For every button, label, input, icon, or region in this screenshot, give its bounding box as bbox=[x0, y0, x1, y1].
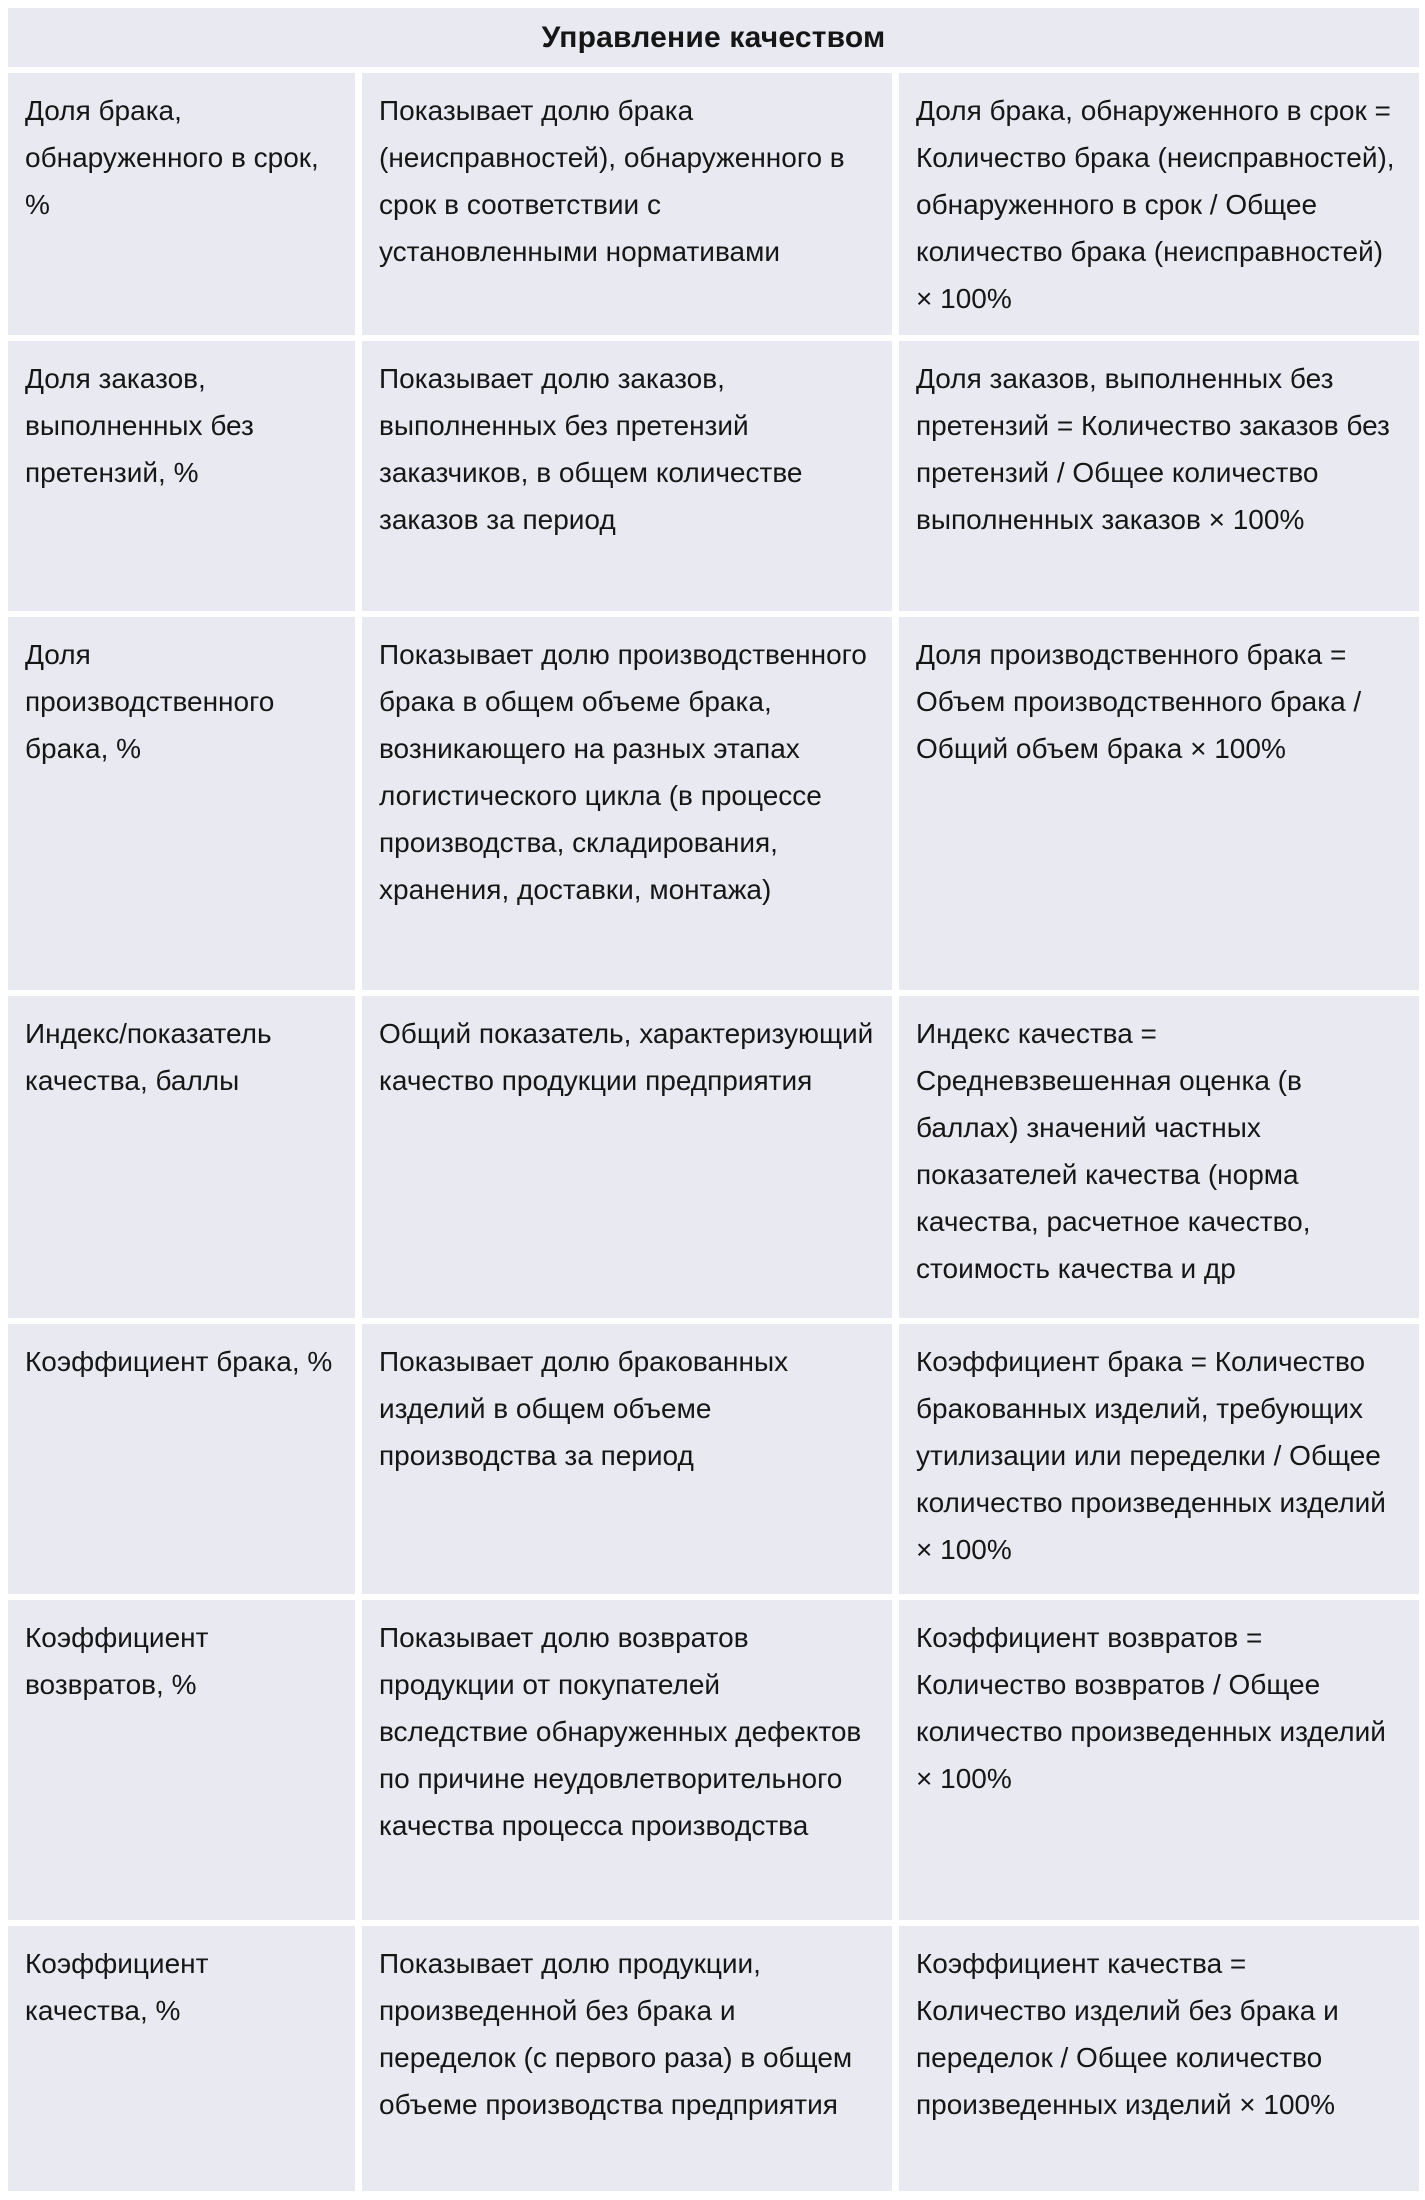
description-cell: Показывает долю заказов, выполненных без претензий заказчиков, в общем количестве заказов за период bbox=[362, 341, 892, 611]
indicator-cell: Коэффициент брака, % bbox=[8, 1324, 355, 1594]
table-row bbox=[8, 1324, 1419, 1594]
table-row bbox=[8, 341, 1419, 611]
formula-cell: Доля брака, обнаруженного в срок = Количество брака (неисправностей), обнаруженного в срок / Общее количество брака (неисправностей) × 100% bbox=[899, 73, 1419, 335]
description-cell: Общий показатель, характеризующий качество продукции предприятия bbox=[362, 996, 892, 1318]
formula-cell: Индекс качества = Средневзвешенная оценка (в баллах) значений частных показателей качества (норма качества, расчетное качество, стоимость качества и др bbox=[899, 996, 1419, 1318]
description-cell: Показывает долю бракованных изделий в общем объеме производства за период bbox=[362, 1324, 892, 1594]
indicator-cell: Коэффициент возвратов, % bbox=[8, 1600, 355, 1920]
table-title: Управление качеством bbox=[8, 8, 1419, 67]
formula-cell: Коэффициент качества = Количество изделий без брака и переделок / Общее количество произведенных изделий × 100% bbox=[899, 1926, 1419, 2191]
description-cell: Показывает долю возвратов продукции от покупателей вследствие обнаруженных дефектов по причине неудовлетворительного качества процесса производства bbox=[362, 1600, 892, 1920]
indicator-cell: Индекс/показатель качества, баллы bbox=[8, 996, 355, 1318]
table-row bbox=[8, 1600, 1419, 1920]
indicator-cell: Доля производственного брака, % bbox=[8, 617, 355, 990]
indicator-cell: Доля брака, обнаруженного в срок, % bbox=[8, 73, 355, 335]
table-row bbox=[8, 1926, 1419, 2191]
quality-management-table bbox=[8, 8, 1419, 2191]
table-row bbox=[8, 996, 1419, 1318]
table-row bbox=[8, 617, 1419, 990]
formula-cell: Доля заказов, выполненных без претензий = Количество заказов без претензий / Общее количество выполненных заказов × 100% bbox=[899, 341, 1419, 611]
description-cell: Показывает долю продукции, произведенной без брака и переделок (с первого раза) в общем объеме производства предприятия bbox=[362, 1926, 892, 2191]
indicator-cell: Коэффициент качества, % bbox=[8, 1926, 355, 2191]
description-cell: Показывает долю производственного брака в общем объеме брака, возникающего на разных этапах логистического цикла (в процессе производства, складирования, хранения, доставки, монтажа) bbox=[362, 617, 892, 990]
formula-cell: Коэффициент брака = Количество бракованных изделий, требующих утилизации или переделки / Общее количество произведенных изделий × 100% bbox=[899, 1324, 1419, 1594]
table-row bbox=[8, 73, 1419, 335]
description-cell: Показывает долю брака (неисправностей), обнаруженного в срок в соответствии с установленными нормативами bbox=[362, 73, 892, 335]
formula-cell: Доля производственного брака = Объем производственного брака / Общий объем брака × 100% bbox=[899, 617, 1419, 990]
formula-cell: Коэффициент возвратов = Количество возвратов / Общее количество произведенных изделий × 100% bbox=[899, 1600, 1419, 1920]
indicator-cell: Доля заказов, выполненных без претензий, % bbox=[8, 341, 355, 611]
